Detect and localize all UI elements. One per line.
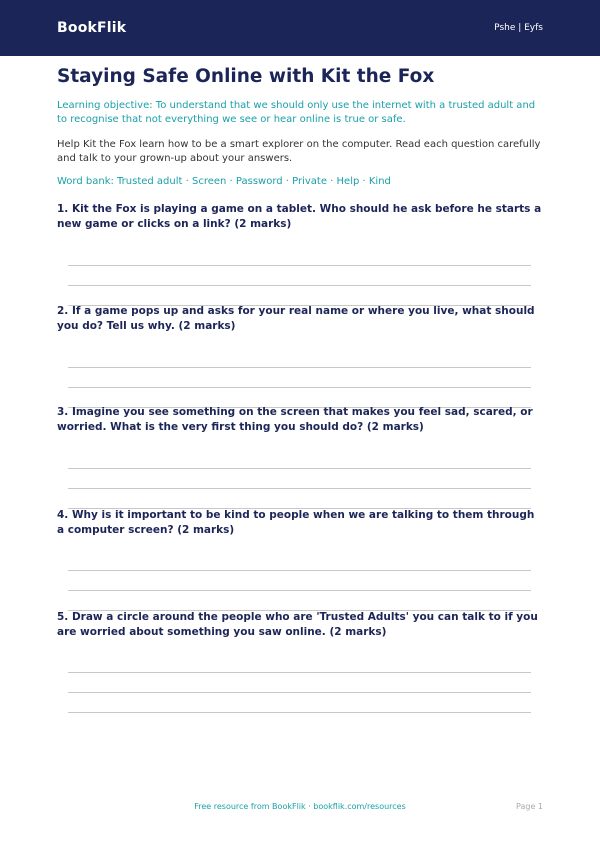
answer-line[interactable] — [68, 672, 531, 673]
word-bank: Word bank: Trusted adult · Screen · Password · Private · Help · Kind — [57, 176, 391, 187]
question-5 — [57, 610, 543, 640]
question-3 — [57, 405, 543, 435]
answer-line[interactable] — [68, 468, 531, 469]
question-1 — [57, 202, 543, 232]
page-number: Page 1 — [516, 802, 543, 811]
answer-line[interactable] — [68, 265, 531, 266]
intro-text: Help Kit the Fox learn how to be a smart explorer on the computer. Read each question carefully and talk to your grown-up about your answers. — [57, 139, 541, 164]
brand-logo[interactable]: BookFlik — [57, 20, 127, 36]
worksheet-intro — [57, 64, 543, 189]
question-2 — [57, 304, 543, 334]
subject-tags: Pshe | Eyfs — [494, 23, 543, 33]
answer-line[interactable] — [68, 712, 531, 713]
answer-line[interactable] — [68, 590, 531, 591]
answer-line[interactable] — [68, 692, 531, 693]
answer-line[interactable] — [68, 570, 531, 571]
question-text: 3. Imagine you see something on the screen that makes you feel sad, scared, or worried. What is the very first thing you should do? (2 marks) — [57, 406, 533, 433]
question-text: 1. Kit the Fox is playing a game on a tablet. Who should he ask before he starts a new game or clicks on a link? (2 marks) — [57, 203, 542, 230]
answer-line[interactable] — [68, 367, 531, 368]
question-4 — [57, 508, 543, 538]
footer-resource-link[interactable]: Free resource from BookFlik · bookflik.com/resources — [194, 802, 406, 811]
header-bar — [0, 0, 600, 56]
learning-objective: Learning objective: To understand that we should only use the internet with a trusted adult and to recognise that not everything we see or hear online is true or safe. — [57, 100, 536, 125]
answer-line[interactable] — [68, 387, 531, 388]
answer-line[interactable] — [68, 488, 531, 489]
question-text: 5. Draw a circle around the people who are 'Trusted Adults' you can talk to if you are worried about something you saw online. (2 marks) — [57, 611, 538, 638]
page-title: Staying Safe Online with Kit the Fox — [57, 66, 435, 87]
question-text: 2. If a game pops up and asks for your real name or where you live, what should you do? Tell us why. (2 marks) — [57, 305, 535, 332]
question-text: 4. Why is it important to be kind to people when we are talking to them through a computer screen? (2 marks) — [57, 509, 535, 536]
answer-line[interactable] — [68, 285, 531, 286]
